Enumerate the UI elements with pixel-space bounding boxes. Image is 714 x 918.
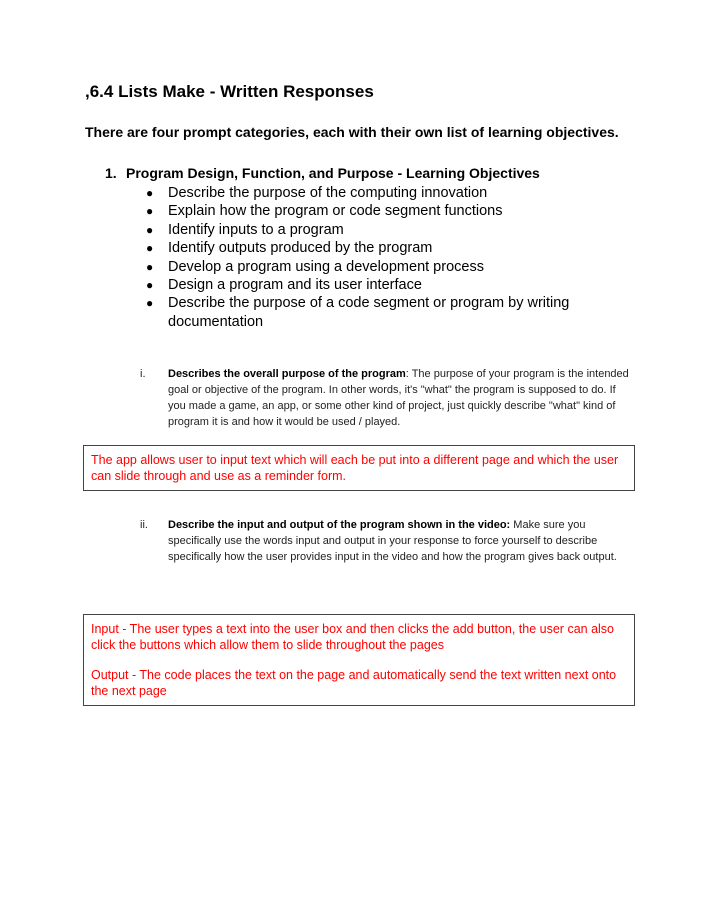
prompt-lead: Describes the overall purpose of the program: [168, 368, 406, 380]
document-title: ,6.4 Lists Make - Written Responses: [85, 82, 374, 101]
bullet-icon: ●: [146, 204, 154, 219]
prompt-numeral: i.: [140, 368, 146, 380]
intro-paragraph: There are four prompt categories, each with their own list of learning objectives.: [85, 124, 619, 140]
section-heading-text: Program Design, Function, and Purpose - Learning Objectives: [126, 165, 540, 181]
bullet-icon: ●: [146, 278, 154, 293]
bullet-icon: ●: [146, 241, 154, 256]
list-item: [146, 184, 576, 202]
prompt-body: [168, 517, 630, 565]
objective-text: Describe the purpose of the computing innovation: [168, 185, 488, 201]
input-output-answer-box[interactable]: [83, 614, 635, 706]
list-item: [146, 221, 576, 239]
section-heading: [105, 165, 540, 181]
prompt-text: Make sure you specifically use the words input and output in your response to force yourself to describe specifically how the user provides input in the video and how the program gives back output.: [168, 519, 617, 563]
list-item: [146, 202, 576, 220]
prompt-text: : The purpose of your program is the intended goal or objective of the program. In other words, it's "what" the program is supposed to do. If you made a game, an app, or some other kind of project, just quickly describe "what" kind of program it is and how it would be used / played.: [168, 368, 629, 428]
purpose-answer-text: The app allows user to input text which will each be put into a different page and which the user can slide through and use as a reminder form.: [91, 453, 619, 483]
prompt-numeral: ii.: [140, 519, 148, 531]
section-number: 1.: [105, 165, 117, 181]
objective-text: Design a program and its user interface: [168, 277, 422, 294]
purpose-answer-box[interactable]: [83, 445, 635, 491]
prompt-input-output: [140, 517, 630, 565]
input-answer-text: Input - The user types a text into the user box and then clicks the add button, the user can also click the buttons which allow them to slide throughout the pages: [91, 622, 615, 652]
bullet-icon: ●: [146, 186, 154, 200]
bullet-icon: ●: [146, 296, 154, 311]
prompt-lead: Describe the input and output of the program shown in the video:: [168, 519, 511, 531]
objective-text: Identify outputs produced by the program: [168, 240, 433, 257]
output-answer-text: Output - The code places the text on the page and automatically send the text written next onto the next page: [91, 668, 617, 698]
list-item: [146, 276, 576, 294]
objective-text: Describe the purpose of a code segment or program by writing documentation: [168, 295, 570, 330]
bullet-icon: ●: [146, 222, 154, 237]
prompt-body: [168, 366, 630, 430]
objective-text: Explain how the program or code segment functions: [168, 203, 503, 220]
objective-text: Develop a program using a development process: [168, 258, 484, 275]
list-item: [146, 258, 576, 276]
objective-text: Identify inputs to a program: [168, 221, 344, 238]
learning-objectives-list: [146, 184, 576, 331]
list-item: [146, 294, 576, 331]
prompt-purpose: [140, 366, 630, 430]
bullet-icon: ●: [146, 259, 154, 274]
list-item: [146, 239, 576, 257]
